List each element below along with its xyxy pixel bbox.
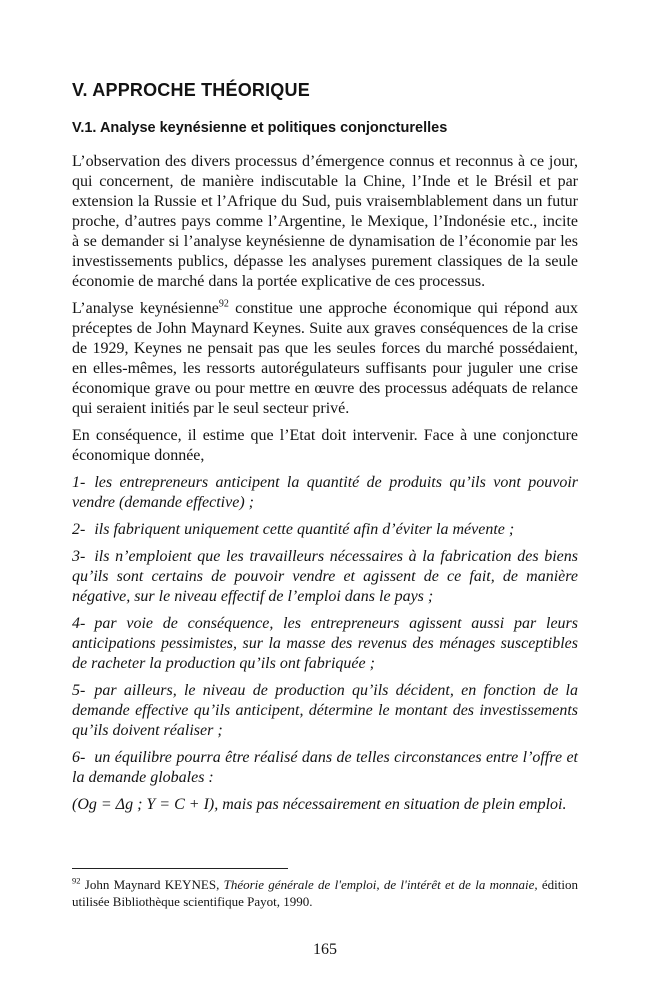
list-item-2 xyxy=(72,520,578,540)
list-item-text: les entrepreneurs anticipent la quantité de produits qu’ils vont pouvoir vendre (demande effective) ; xyxy=(72,474,578,511)
paragraph-2-text-before: L’analyse keynésienne xyxy=(72,300,219,317)
list-item-number: 1- xyxy=(72,474,86,491)
section-heading: V. APPROCHE THÉORIQUE xyxy=(72,80,310,100)
list-item-text: un équilibre pourra être réalisé dans de telles circonstances entre l’offre et la demande globales : xyxy=(72,749,578,786)
paragraph-2-text-after: constitue une approche économique qui répond aux préceptes de John Maynard Keynes. Suite aux graves conséquences de la crise de 1929, Keynes ne pensait pas que les seules forces du marché possédaient, en elles-mêmes, les ressorts autorégulateurs suffisants pour juguler une crise économique grave ou pour mettre en œuvre des processus adéquats de relance qui seraient initiés par le seul secteur privé. xyxy=(72,300,579,417)
list-item-number: 3- xyxy=(72,548,86,565)
list-item-text: ils n’emploient que les travailleurs nécessaires à la fabrication des biens qu’ils sont certains de pouvoir vendre et agissent de ce fait, de manière négative, sur le niveau effectif de l’emploi dans le pays ; xyxy=(72,548,578,605)
footnote-block xyxy=(72,868,578,910)
list-item-text: par ailleurs, le niveau de production qu’ils décident, en fonction de la demande effective qu’ils anticipent, détermine le montant des investissements qu’ils doivent réaliser ; xyxy=(72,682,578,739)
text-column xyxy=(72,80,578,822)
paragraph-1: L’observation des divers processus d’émergence connus et reconnus à ce jour, qui concernent, de manière indiscutable la Chine, l’Inde et le Brésil et par extension la Russie et l’Afrique du Sud, puis vraisemblablement dans un futur proche, d’autres pays comme l’Argentine, le Mexique, l’Indonésie etc., incite à se demander si l’analyse keynésienne de dynamisation de l’économie par les investissements publics, dépasse les analyses purement classiques de la seule économie de marché dans la portée explicative de ces processus. xyxy=(72,153,578,290)
list-item-1 xyxy=(72,473,578,513)
footnote-text-after: édition utilisée Bibliothèque scientifique Payot, 1990. xyxy=(72,877,578,909)
footnote-title-italic: Théorie générale de l'emploi, de l'intérêt et de la monnaie, xyxy=(223,877,538,892)
list-item-number: 4- xyxy=(72,615,86,632)
list-item-5 xyxy=(72,681,578,741)
list-item-4 xyxy=(72,614,578,674)
footnote-number: 92 xyxy=(72,875,81,886)
formula-paragraph: (Og = Δg ; Y = C + I), mais pas nécessairement en situation de plein emploi. xyxy=(72,796,567,813)
footnote-separator xyxy=(72,868,288,869)
list-item-number: 5- xyxy=(72,682,86,699)
list-item-number: 2- xyxy=(72,521,86,538)
paragraph-3: En conséquence, il estime que l’Etat doit intervenir. Face à une conjoncture économique donnée, xyxy=(72,427,578,464)
subsection-heading: V.1. Analyse keynésienne et politiques conjoncturelles xyxy=(72,120,448,136)
list-item-number: 6- xyxy=(72,749,86,766)
paragraph-2 xyxy=(72,299,578,419)
page-number: 165 xyxy=(313,941,337,958)
list-item-6 xyxy=(72,748,578,788)
list-item-text: ils fabriquent uniquement cette quantité afin d’éviter la mévente ; xyxy=(94,521,515,538)
footnote xyxy=(72,876,578,910)
list-item-text: par voie de conséquence, les entrepreneurs agissent aussi par leurs anticipations pessimistes, sur la masse des revenus des ménages susceptibles de racheter la production qu’ils ont fabriquée ; xyxy=(72,615,578,672)
footnote-reference-marker: 92 xyxy=(218,298,229,310)
list-item-3 xyxy=(72,547,578,607)
footnote-text-before: John Maynard KEYNES, xyxy=(80,877,224,892)
